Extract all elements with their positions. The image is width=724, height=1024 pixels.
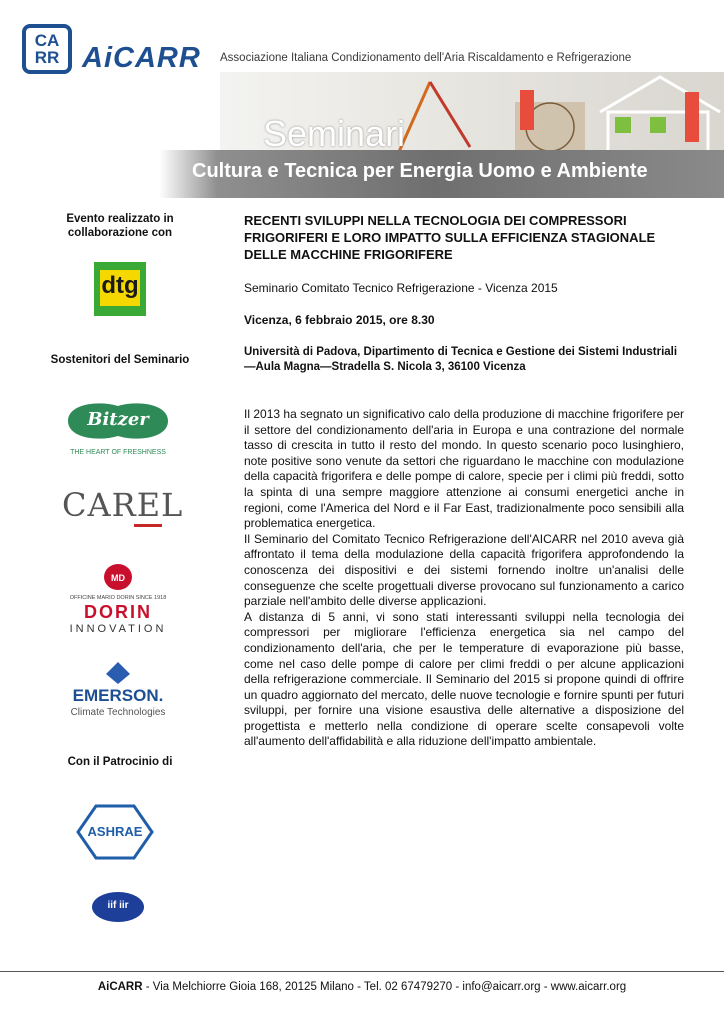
dorin-logo: MD OFFICINE MARIO DORIN SINCE 1918 DORIN INNOVATION	[62, 562, 174, 637]
ashrae-logo: ASHRAE	[76, 804, 154, 860]
association-name: Associazione Italiana Condizionamento dell'Aria Riscaldamento e Refrigerazione	[220, 52, 632, 64]
footer	[0, 981, 724, 993]
footer-divider	[0, 971, 724, 972]
aicarr-wordmark: AiCARR	[82, 42, 201, 74]
footer-contact: - Via Melchiorre Gioia 168, 20125 Milano - Tel. 02 67479270 - info@aicarr.org - www.aicarr.org	[142, 981, 627, 993]
paragraph: Il 2013 ha segnato un significativo calo della produzione di macchine frigorifere per il settore del condizionamento dell'aria in Europa e una contrazione del normale tasso di crescita in tutto il resto del mondo. In questo scenario poco lusinghiero, note positive sono venute da settori che riguardano le macchine con modulazione della capacità frigorifera e delle pompe di calore, specie per i climi più freddi, sotto la spinta di una sempre maggiore attenzione ai consumi energetici anche in regioni, come l'America del Nord e il Far East, tradizionalmente poco sensibili alla problematica energetica.	[244, 407, 684, 531]
footer-org: AiCARR	[97, 981, 143, 993]
seminar-date: Vicenza, 6 febbraio 2015, ore 8.30	[244, 313, 435, 327]
sponsors-label: Sostenitori del Seminario	[50, 354, 190, 366]
seminar-name: Seminario Comitato Tecnico Refrigerazione - Vicenza 2015	[244, 281, 558, 295]
iif-iir-logo: iif iir	[90, 890, 146, 924]
patronage-label: Con il Patrocinio di	[67, 756, 173, 768]
paragraph: Il Seminario del Comitato Tecnico Refrigerazione dell'AICARR nel 2010 aveva già affrontato il tema della modulazione della capacità frigorifera approfondendo la conoscenza dei dispositivi e dei sistemi fornendo inoltre un'analisi delle conseguenze che scelte progettuali diverse provocano sul funzionamento a carico parziale nell'ambito delle diverse applicazioni.	[244, 531, 684, 609]
seminar-venue: Università di Padova, Dipartimento di Tecnica e Gestione dei Sistemi Industriali—Aula Magna—Stradella S. Nicola 3, 36100 Vicenza	[244, 346, 678, 373]
banner-title: Seminari	[263, 113, 406, 154]
bitzer-logo: Bitzer THE HEART OF FRESHNESS	[58, 396, 178, 461]
carel-logo: CAREL	[62, 486, 174, 530]
aicarr-emblem-logo: CA RR	[22, 24, 72, 74]
dtg-logo: dtg	[94, 262, 146, 316]
header-banner	[0, 0, 724, 198]
collab-label: Evento realizzato in collaborazione con	[66, 213, 174, 239]
svg-text:MD: MD	[111, 573, 125, 583]
banner-subtitle: Cultura e Tecnica per Energia Uomo e Ambiente	[192, 160, 648, 182]
seminar-description	[244, 407, 684, 750]
seminar-title: RECENTI SVILUPPI NELLA TECNOLOGIA DEI COMPRESSORI FRIGORIFERI E LORO IMPATTO SULLA EFFICIENZA STAGIONALE DELLE MACCHINE FRIGORIFERE	[244, 213, 656, 262]
emerson-logo: EMERSON. Climate Technologies	[60, 660, 176, 720]
paragraph: A distanza di 5 anni, vi sono stati interessanti sviluppi nella tecnologia dei compressori per migliorare l'efficienza energetica sia nel campo del condizionamento dell'aria, che per le temperature di evaporazione più basse, come nel caso delle pompe di calore per climi freddi o per alcune applicazioni della refrigerazione commerciale. Il Seminario del 2015 si propone quindi di offrire un quadro aggiornato del mercato, delle nuove tecnologie e fornire spunti per futuri sviluppi, per fornire una visione esaustiva delle alternative a disposizione del progettista e metterlo nella condizione di operare scelte consapevoli volte all'aumento dell'affidabilità e alla riduzione dell'impatto ambientale.	[244, 609, 684, 749]
